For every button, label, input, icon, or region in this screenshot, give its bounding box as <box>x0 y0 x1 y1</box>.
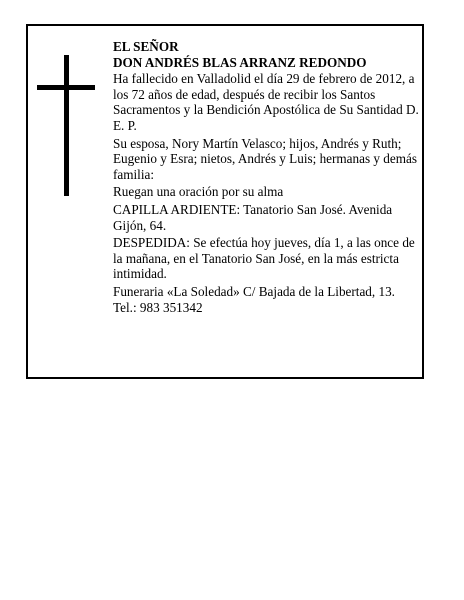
farewell-info: DESPEDIDA: Se efectúa hoy jueves, día 1, a las once de la mañana, en el Tanatorio San José, en la más estricta intimidad. <box>113 235 415 282</box>
prayer-request: Ruegan una oración por su alma <box>113 184 284 200</box>
notice-title: EL SEÑOR <box>113 39 179 54</box>
cross-icon-crossbar <box>37 85 95 90</box>
chapel-info: CAPILLA ARDIENTE: Tanatorio San José. Avenida Gijón, 64. <box>113 201 393 233</box>
family-members: Su esposa, Nory Martín Velasco; hijos, Andrés y Ruth; Eugenio y Esra; nietos, Andrés y Luis; hermanas y demás familia: <box>113 135 417 182</box>
notice-text <box>113 39 419 315</box>
death-announcement: Ha fallecido en Valladolid el día 29 de febrero de 2012, a los 72 años de edad, después de recibir los Santos Sacramentos y la Bendición Apostólica de Su Santidad D. E. P. <box>113 71 419 133</box>
deceased-name: DON ANDRÉS BLAS ARRANZ REDONDO <box>113 54 367 70</box>
funeral-home-info: Funeraria «La Soledad» C/ Bajada de la Libertad, 13. Tel.: 983 351342 <box>113 283 395 315</box>
cross-icon <box>64 55 69 196</box>
